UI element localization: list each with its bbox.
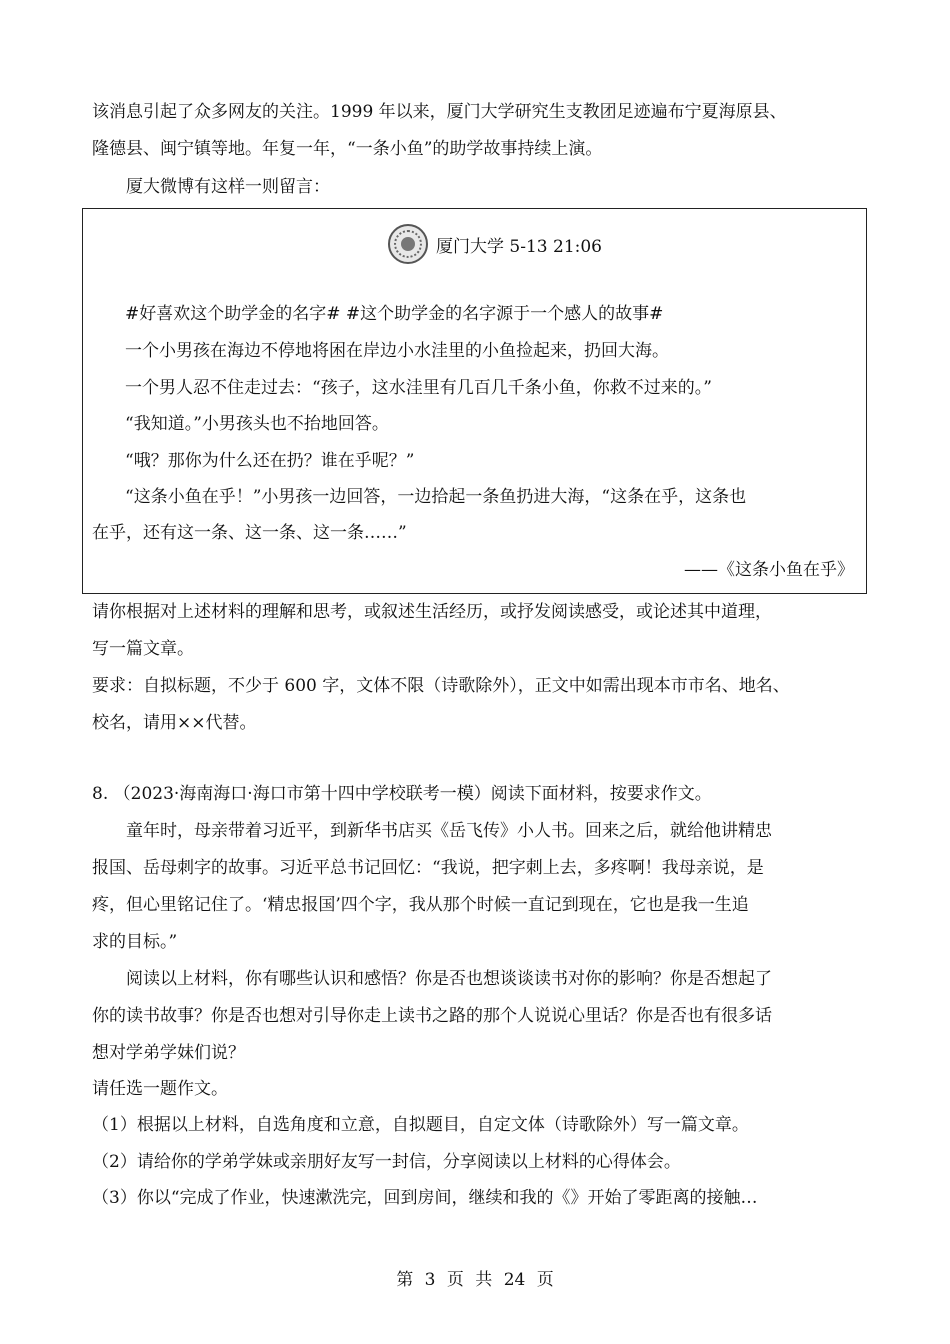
intro-line-1: 该消息引起了众多网友的关注。1999 年以来，厦门大学研究生支教团足迹遍布宁夏海原县、 [92,102,787,122]
intro-line-3: 厦大微博有这样一则留言： [126,177,330,197]
weibo-line-1: #好喜欢这个助学金的名字# #这个助学金的名字源于一个感人的故事# [125,304,664,324]
weibo-signature: ——《这条小鱼在乎》 [684,560,854,580]
weibo-post-datetime: 5-13 21:06 [509,236,602,257]
weibo-line-4: “我知道。”小男孩头也不抬地回答。 [125,414,389,434]
task7-line-1: 请你根据对上述材料的理解和思考，或叙述生活经历，或抒发阅读感受，或论述其中道理， [92,602,772,622]
weibo-line-2: 一个小男孩在海边不停地将困在岸边小水洼里的小鱼捡起来，扔回大海。 [125,341,669,361]
q8-material-line-3: 疼，但心里铭记住了。‘精忠报国’四个字，我从那个时候一直记到现在，它也是我一生追 [92,895,749,915]
weibo-line-3: 一个男人忍不住走过去：“孩子，这水洼里有几百几千条小鱼，你救不过来的。” [125,378,712,398]
footer-gong: 共 [475,1270,493,1290]
q8-material-line-1: 童年时，母亲带着习近平，到新华书店买《岳飞传》小人书。回来之后，就给他讲精忠 [126,821,772,841]
page-footer [0,1265,950,1290]
task7-line-2: 写一篇文章。 [92,639,194,659]
footer-ye-2: 页 [536,1270,554,1290]
q8-prompt-line-3: 想对学弟学妹们说？ [92,1043,245,1063]
weibo-post-header [388,222,602,266]
task7-line-4: 校名，请用××代替。 [92,713,257,733]
footer-total-pages: 24 [503,1270,526,1290]
q8-option-1: （1）根据以上材料，自选角度和立意，自拟题目，自定文体（诗歌除外）写一篇文章。 [92,1115,749,1135]
q8-material-line-4: 求的目标。” [92,932,178,952]
q8-option-3: （3）你以“完成了作业，快速漱洗完，回到房间，继续和我的《》开始了零距离的接触… [92,1188,758,1208]
intro-line-2: 隆德县、闽宁镇等地。年复一年，“一条小鱼”的助学故事持续上演。 [92,139,603,159]
weibo-line-5: “哦？那你为什么还在扔？谁在乎呢？” [125,451,415,471]
weibo-account-name: 厦门大学 [436,236,504,257]
footer-ye-1: 页 [446,1270,464,1290]
question8-heading: 8. （2023·海南海口·海口市第十四中学校联考一模）阅读下面材料，按要求作文。 [92,784,712,804]
weibo-post-meta [436,232,602,257]
q8-choose-line: 请任选一题作文。 [92,1079,228,1099]
q8-prompt-line-2: 你的读书故事？你是否也想对引导你走上读书之路的那个人说说心里话？你是否也有很多话 [92,1006,772,1026]
q8-option-2: （2）请给你的学弟学妹或亲朋好友写一封信，分享阅读以上材料的心得体会。 [92,1152,681,1172]
footer-page-number: 3 [424,1270,436,1290]
q8-material-line-2: 报国、岳母刺字的故事。习近平总书记回忆：“我说，把字刺上去，多疼啊！我母亲说，是 [92,858,764,878]
weibo-line-7: 在乎，还有这一条、这一条、这一条……” [92,523,407,543]
footer-di: 第 [396,1270,414,1290]
weibo-line-6: “这条小鱼在乎！”小男孩一边回答，一边拾起一条鱼扔进大海，“这条在乎，这条也 [125,487,747,507]
task7-line-3: 要求：自拟标题，不少于 600 字，文体不限（诗歌除外），正文中如需出现本市市名、地名、 [92,676,790,696]
q8-prompt-line-1: 阅读以上材料，你有哪些认识和感悟？你是否也想谈谈读书对你的影响？你是否想起了 [126,969,772,989]
university-seal-icon [388,224,428,264]
